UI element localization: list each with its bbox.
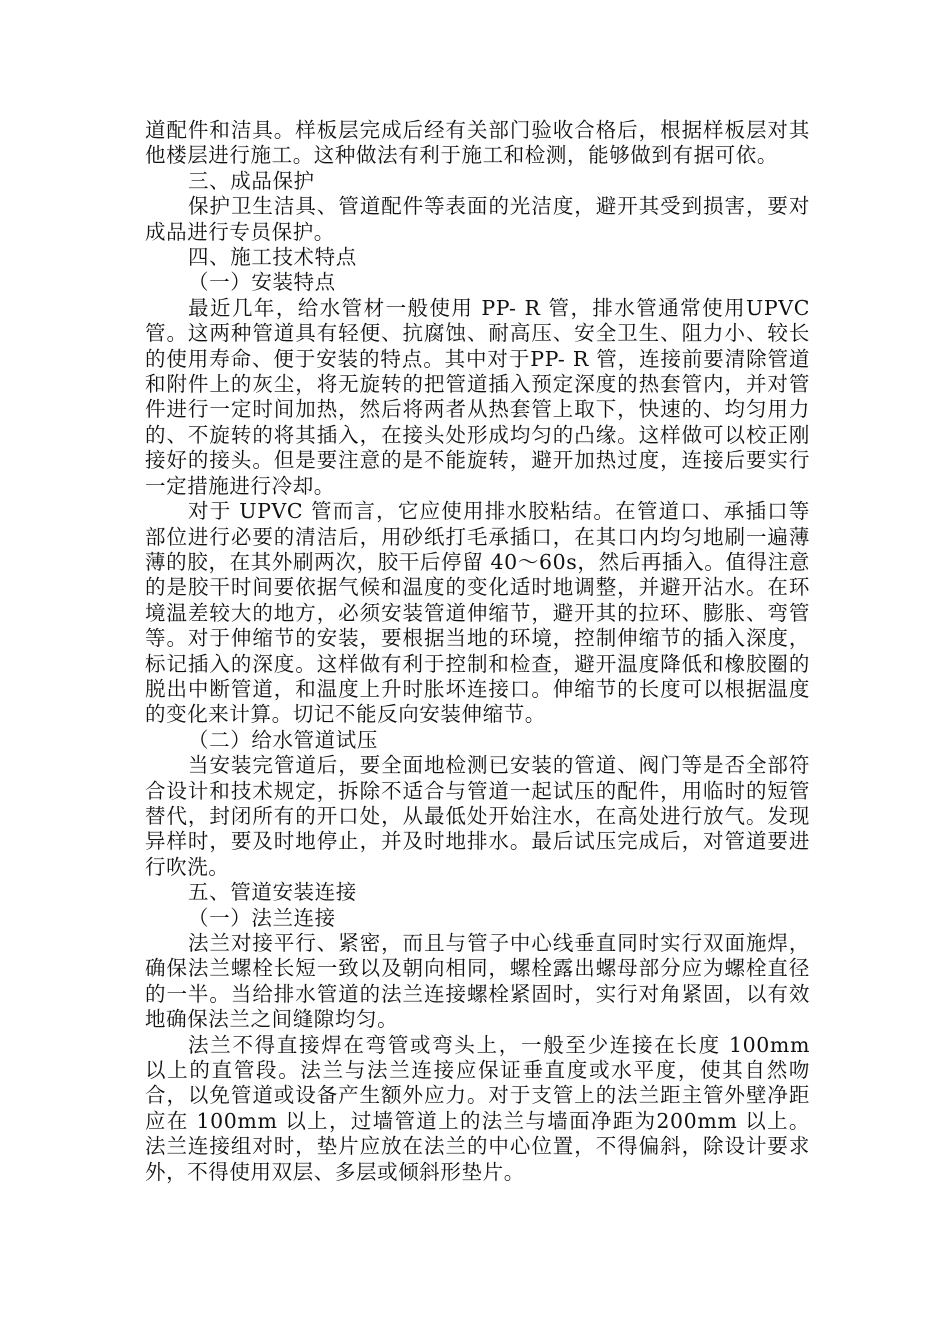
paragraph-pressure-test: 当安装完管道后，要全面地检测已安装的管道、阀门等是否全部符合设计和技术规定，拆除不适合与管道一起试压的配件，用临时的短管替代，封闭所有的开口处，从最低处开始注水，在高处进行放气。发现异样时，要及时地停止，并及时地排水。最后试压完成后，对管道要进行吹洗。: [145, 753, 810, 879]
paragraph-flange-welding: 法兰对接平行、紧密，而且与管子中心线垂直同时实行双面施焊，确保法兰螺栓长短一致以及朝向相同，螺栓露出螺母部分应为螺栓直径的一半。当给排水管道的法兰连接螺栓紧固时，实行对角紧固，以有效地确保法兰之间缝隙均匀。: [145, 931, 810, 1032]
heading-section-5: 五、管道安装连接: [188, 880, 357, 905]
paragraph-ppr-upvc: 最近几年，给水管材一般使用 PP- R 管，排水管通常使用UPVC 管。这两种管道具有轻便、抗腐蚀、耐高压、安全卫生、阻力小、较长的使用寿命、便于安装的特点。其中对于PP- R 管，连接前要清除管道和附件上的灰尘，将无旋转的把管道插入预定深度的热套管内，并对管件进行一定时间加热，然后将两者从热套管上取下，快速的、均匀用力的、不旋转的将其插入，在接头处形成均匀的凸缘。这样做可以校正刚接好的接头。但是要注意的是不能旋转，避开加热过度，连接后要实行一定措施进行冷却。: [145, 295, 810, 498]
heading-section-4: 四、施工技术特点: [188, 245, 357, 270]
paragraph-upvc-gluing: 对于 UPVC 管而言，它应使用排水胶粘结。在管道口、承插口等部位进行必要的清洁后，用砂纸打毛承插口，在其口内均匀地刷一遍薄薄的胶，在其外刷两次，胶干后停留 40～60s，然后再插入。值得注意的是胶干时间要依据气候和温度的变化适时地调整，并避开沾水。在环境温差较大的地方，必须安装管道伸缩节，避开其的拉环、膨胀、弯管等。对于伸缩节的安装，要根据当地的环境，控制伸缩节的插入深度，标记插入的深度。这样做有利于控制和检查，避开温度降低和橡胶圈的脱出中断管道，和温度上升时胀坏连接口。伸缩节的长度可以根据温度的变化来计算。切记不能反向安装伸缩节。: [145, 499, 810, 727]
heading-subsection-installation: （一）安装特点: [188, 270, 336, 295]
paragraph-flange-position: 法兰不得直接焊在弯管或弯头上，一般至少连接在长度 100mm 以上的直管段。法兰与法兰连接应保证垂直度或水平度，使其自然吻合，以免管道或设备产生额外应力。对于支管上的法兰距主管外壁净距应在 100mm 以上，过墙管道上的法兰与墙面净距为200mm 以上。法兰连接组对时，垫片应放在法兰的中心位置，不得偏斜，除设计要求外，不得使用双层、多层或倾斜形垫片。: [145, 1032, 810, 1184]
heading-section-3: 三、成品保护: [188, 168, 315, 193]
heading-subsection-flange: （一）法兰连接: [188, 905, 336, 930]
document-page: [145, 118, 810, 1185]
paragraph-continued-sample-floor: 道配件和洁具。样板层完成后经有关部门验收合格后，根据样板层对其他楼层进行施工。这种做法有利于施工和检测，能够做到有据可依。: [145, 118, 810, 168]
paragraph-product-protection: 保护卫生洁具、管道配件等表面的光洁度，避开其受到损害，要对成品进行专员保护。: [145, 194, 810, 244]
heading-subsection-pressure-test: （二）给水管道试压: [188, 727, 378, 752]
